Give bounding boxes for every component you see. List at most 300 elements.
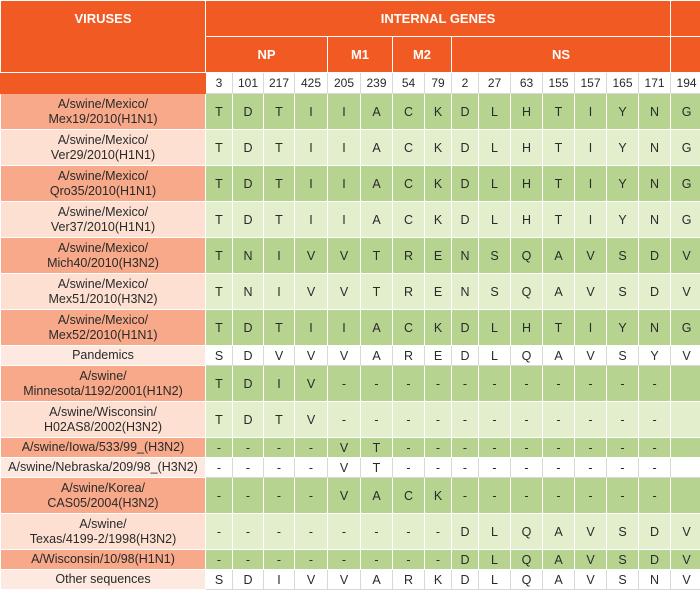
virus-name-line: Mex52/2010(H1N1)	[48, 327, 158, 342]
residue-cell: V	[671, 570, 700, 590]
residue-cell: -	[425, 458, 452, 478]
residue-cell: I	[295, 94, 328, 130]
residue-cell: T	[264, 130, 295, 166]
residue-cell: I	[575, 202, 607, 238]
virus-name-line: A/swine/Mexico/	[57, 240, 149, 255]
residue-cell: S	[607, 238, 639, 274]
residue-cell: -	[295, 514, 328, 550]
residue-cell: D	[639, 274, 671, 310]
residue-cell: L	[479, 346, 511, 366]
virus-name-line: A/swine/Mexico/	[57, 132, 149, 147]
virus-name	[1, 438, 206, 458]
residue-cell: -	[206, 478, 233, 514]
residue-cell: -	[607, 458, 639, 478]
residue-cell: -	[295, 438, 328, 458]
residue-cell: -	[361, 514, 393, 550]
residue-cell: A	[361, 202, 393, 238]
residue-cell: Y	[607, 94, 639, 130]
table-row	[1, 166, 700, 202]
residue-cell: N	[452, 238, 479, 274]
residue-cell: D	[452, 310, 479, 346]
residue-cell: -	[543, 478, 575, 514]
residue-cell: V	[575, 550, 607, 570]
virus-name-line: Qro35/2010(H1N1)	[49, 183, 157, 198]
residue-cell: Y	[607, 130, 639, 166]
residue-cell: A	[543, 514, 575, 550]
virus-name	[1, 202, 206, 238]
residue-cell: Q	[511, 514, 543, 550]
residue-cell: T	[206, 238, 233, 274]
position-label: 2	[452, 73, 479, 94]
residue-cell: R	[393, 570, 425, 590]
virus-name-line: A/swine/Wisconsin/	[49, 404, 157, 419]
virus-name-line: A/swine/Mexico/	[57, 204, 149, 219]
residue-cell: K	[425, 130, 452, 166]
residue-cell: V	[328, 570, 361, 590]
residue-cell: D	[233, 366, 264, 402]
residue-cell	[671, 458, 700, 478]
residue-cell: Y	[607, 202, 639, 238]
residue-cell: V	[328, 458, 361, 478]
residue-cell: N	[639, 130, 671, 166]
residue-cell: -	[295, 478, 328, 514]
residue-cell: I	[575, 310, 607, 346]
residue-cell: V	[671, 514, 700, 550]
position-label: 79	[425, 73, 452, 94]
residue-cell: I	[295, 130, 328, 166]
residue-cell: -	[639, 458, 671, 478]
residue-cell: C	[393, 130, 425, 166]
residue-cell: I	[328, 202, 361, 238]
residue-cell: T	[543, 202, 575, 238]
residue-cell: N	[639, 94, 671, 130]
virus-name-line: A/swine/Mexico/	[57, 312, 149, 327]
residue-cell: -	[452, 402, 479, 438]
residue-cell: Q	[511, 238, 543, 274]
residue-cell: A	[361, 130, 393, 166]
virus-name-line: Mich40/2010(H3N2)	[47, 255, 159, 270]
gene-header-spacer	[671, 37, 700, 73]
residue-cell: S	[206, 346, 233, 366]
residue-cell: S	[607, 346, 639, 366]
residue-cell: L	[479, 570, 511, 590]
residue-cell: I	[264, 570, 295, 590]
residue-cell: I	[328, 166, 361, 202]
residue-cell: V	[295, 238, 328, 274]
table-row	[1, 238, 700, 274]
residue-cell: D	[233, 310, 264, 346]
position-label: 27	[479, 73, 511, 94]
table-row	[1, 130, 700, 166]
residue-cell: I	[328, 310, 361, 346]
virus-name	[1, 514, 206, 550]
position-label: 425	[295, 73, 328, 94]
residue-cell: I	[264, 366, 295, 402]
residue-cell: H	[511, 202, 543, 238]
residue-cell: H	[511, 310, 543, 346]
residue-cell: I	[575, 166, 607, 202]
residue-cell: -	[479, 458, 511, 478]
residue-cell: R	[393, 274, 425, 310]
virus-name-line: Texas/4199-2/1998(H3N2)	[29, 531, 177, 546]
residue-cell: -	[393, 550, 425, 570]
position-label: 157	[575, 73, 607, 94]
position-label: 194	[671, 73, 700, 94]
residue-cell: -	[264, 458, 295, 478]
residue-cell: A	[361, 166, 393, 202]
position-corner	[1, 73, 206, 94]
residue-cell: V	[575, 346, 607, 366]
position-label: 63	[511, 73, 543, 94]
residue-cell: D	[452, 346, 479, 366]
residue-cell: S	[479, 274, 511, 310]
position-label: 101	[233, 73, 264, 94]
residue-cell: T	[264, 202, 295, 238]
residue-cell: S	[206, 570, 233, 590]
residue-cell: S	[607, 570, 639, 590]
residue-cell: -	[479, 366, 511, 402]
residue-cell: -	[233, 550, 264, 570]
residue-cell: I	[328, 130, 361, 166]
residue-cell: D	[639, 238, 671, 274]
residue-cell: T	[361, 438, 393, 458]
residue-cell: D	[452, 514, 479, 550]
residue-cell: -	[361, 366, 393, 402]
table-row	[1, 570, 700, 590]
residue-cell: A	[361, 478, 393, 514]
virus-name-line: A/swine/Mexico/	[57, 276, 149, 291]
residue-cell: D	[452, 166, 479, 202]
table-row	[1, 402, 700, 438]
residue-cell: A	[361, 570, 393, 590]
position-label: 217	[264, 73, 295, 94]
residue-cell: A	[361, 310, 393, 346]
residue-cell: -	[479, 478, 511, 514]
table-row	[1, 478, 700, 514]
table-row	[1, 310, 700, 346]
residue-cell: T	[543, 310, 575, 346]
virus-name-line: Mex51/2010(H3N2)	[48, 291, 158, 306]
residue-cell: C	[393, 202, 425, 238]
residue-cell: -	[543, 366, 575, 402]
residue-cell: H	[511, 130, 543, 166]
residue-cell: -	[328, 366, 361, 402]
residue-cell: T	[206, 310, 233, 346]
internal-genes-header: INTERNAL GENES	[206, 1, 671, 37]
residue-cell: K	[425, 478, 452, 514]
table-row	[1, 550, 700, 570]
residue-cell: G	[671, 130, 700, 166]
virus-name-line: CAS05/2004(H3N2)	[47, 495, 159, 510]
residue-cell: -	[328, 514, 361, 550]
residue-cell: E	[425, 238, 452, 274]
virus-name	[1, 478, 206, 514]
table-row	[1, 94, 700, 130]
residue-cell: N	[639, 166, 671, 202]
residue-cell: -	[206, 438, 233, 458]
residue-cell: -	[425, 438, 452, 458]
residue-cell: -	[479, 402, 511, 438]
residue-cell: -	[328, 550, 361, 570]
residue-cell: K	[425, 310, 452, 346]
residue-cell: D	[452, 130, 479, 166]
residue-cell: T	[264, 402, 295, 438]
position-label: 54	[393, 73, 425, 94]
residue-cell: -	[511, 478, 543, 514]
residue-cell: Y	[607, 310, 639, 346]
residue-cell: D	[639, 550, 671, 570]
table-row	[1, 366, 700, 402]
residue-cell: -	[575, 458, 607, 478]
residue-cell: V	[328, 274, 361, 310]
residue-cell: I	[575, 130, 607, 166]
residue-cell: -	[607, 366, 639, 402]
residue-cell: T	[264, 166, 295, 202]
residue-cell: T	[206, 166, 233, 202]
residue-cell: A	[361, 346, 393, 366]
residue-cell: -	[511, 402, 543, 438]
residue-cell: T	[206, 202, 233, 238]
residue-cell: N	[639, 202, 671, 238]
residue-cell: A	[543, 570, 575, 590]
residue-cell: G	[671, 310, 700, 346]
residue-cell	[671, 402, 700, 438]
position-label: 205	[328, 73, 361, 94]
residue-cell: V	[575, 274, 607, 310]
position-label: 155	[543, 73, 575, 94]
residue-cell: T	[361, 274, 393, 310]
residue-cell: A	[361, 94, 393, 130]
residue-cell: S	[479, 238, 511, 274]
residue-cell: V	[671, 346, 700, 366]
residue-cell: Y	[639, 346, 671, 366]
residue-cell: -	[264, 478, 295, 514]
residue-cell: V	[671, 550, 700, 570]
residue-cell: -	[295, 458, 328, 478]
virus-name-line: A/swine/Mexico/	[57, 168, 149, 183]
residue-cell: L	[479, 130, 511, 166]
residue-cell: -	[393, 366, 425, 402]
residue-cell: V	[295, 346, 328, 366]
virus-name-line: H02AS8/2002(H3N2)	[43, 419, 163, 434]
residue-cell	[671, 366, 700, 402]
residue-cell: T	[543, 94, 575, 130]
residue-cell: -	[543, 438, 575, 458]
residue-cell: Q	[511, 570, 543, 590]
residue-cell: -	[295, 550, 328, 570]
residue-cell: V	[295, 274, 328, 310]
residue-cell: N	[639, 310, 671, 346]
residue-cell: -	[639, 366, 671, 402]
residue-cell: S	[607, 274, 639, 310]
position-label: 3	[206, 73, 233, 94]
virus-name-line: A/Wisconsin/10/98(H1N1)	[31, 552, 175, 566]
residue-cell: D	[233, 402, 264, 438]
residue-cell: D	[452, 550, 479, 570]
virus-name-line: A/swine/Mexico/	[57, 96, 149, 111]
residue-cell: N	[233, 238, 264, 274]
virus-name-line: Other sequences	[55, 572, 151, 586]
residue-cell: -	[452, 366, 479, 402]
residue-cell: V	[295, 366, 328, 402]
residue-cell: C	[393, 310, 425, 346]
residue-cell: T	[206, 366, 233, 402]
residue-cell: -	[639, 438, 671, 458]
table-row	[1, 458, 700, 478]
residue-cell: T	[543, 130, 575, 166]
virus-name	[1, 550, 206, 570]
residue-cell: T	[361, 238, 393, 274]
residue-cell: -	[452, 438, 479, 458]
virus-name	[1, 570, 206, 590]
residue-cell: L	[479, 310, 511, 346]
residue-cell: -	[543, 458, 575, 478]
residue-cell: -	[206, 458, 233, 478]
residue-cell: H	[511, 166, 543, 202]
position-label: 239	[361, 73, 393, 94]
viruses-header: VIRUSES	[1, 1, 206, 73]
residue-cell: D	[233, 94, 264, 130]
residue-cell: V	[671, 274, 700, 310]
residue-cell: D	[233, 130, 264, 166]
virus-name-line: A/swine/Korea/	[60, 480, 146, 495]
virus-name-line: Minnesota/1192/2001(H1N2)	[23, 383, 183, 398]
residue-cell: T	[206, 402, 233, 438]
residue-cell	[671, 478, 700, 514]
residue-cell: I	[575, 94, 607, 130]
residue-cell: -	[233, 438, 264, 458]
residue-cell: V	[328, 238, 361, 274]
residue-cell: C	[393, 478, 425, 514]
virus-name-line: Mex19/2010(H1N1)	[48, 111, 158, 126]
residue-cell: D	[233, 202, 264, 238]
residue-cell: T	[264, 310, 295, 346]
residue-cell: N	[233, 274, 264, 310]
residue-cell: K	[425, 94, 452, 130]
residue-cell: T	[361, 458, 393, 478]
residue-cell: -	[575, 402, 607, 438]
residue-cell: V	[295, 402, 328, 438]
residue-cell: C	[393, 166, 425, 202]
residue-cell: L	[479, 514, 511, 550]
residue-cell: -	[233, 478, 264, 514]
residue-cell: G	[671, 202, 700, 238]
residue-cell: -	[361, 550, 393, 570]
gene-header-m1: M1	[328, 37, 393, 73]
virus-name-line: Ver37/2010(H1N1)	[50, 219, 156, 234]
residue-cell: -	[607, 438, 639, 458]
residue-cell: Y	[607, 166, 639, 202]
residue-cell: -	[479, 438, 511, 458]
residue-cell: R	[393, 238, 425, 274]
residue-cell: D	[452, 570, 479, 590]
residue-cell: -	[607, 478, 639, 514]
residue-cell: I	[264, 274, 295, 310]
residue-cell: -	[575, 438, 607, 458]
residue-cell: -	[425, 402, 452, 438]
residue-cell: G	[671, 166, 700, 202]
residue-cell: H	[511, 94, 543, 130]
residue-cell: S	[607, 550, 639, 570]
residue-cell: I	[295, 166, 328, 202]
residue-cell: -	[425, 550, 452, 570]
residue-cell: L	[479, 94, 511, 130]
residue-cell: L	[479, 166, 511, 202]
residue-cell: V	[328, 438, 361, 458]
residue-cell: N	[639, 570, 671, 590]
residue-cell: V	[264, 346, 295, 366]
residue-cell: T	[264, 94, 295, 130]
position-label: 171	[639, 73, 671, 94]
residue-cell: A	[543, 550, 575, 570]
residue-cell: -	[393, 402, 425, 438]
table-row	[1, 514, 700, 550]
position-row	[1, 73, 700, 94]
residue-cell: K	[425, 166, 452, 202]
residue-cell: K	[425, 570, 452, 590]
virus-name	[1, 94, 206, 130]
residue-cell: -	[575, 366, 607, 402]
virus-name	[1, 166, 206, 202]
virus-name	[1, 402, 206, 438]
residue-cell: I	[295, 202, 328, 238]
residue-cell: D	[452, 202, 479, 238]
virus-name-line: Ver29/2010(H1N1)	[50, 147, 156, 162]
table-row	[1, 346, 700, 366]
residue-cell: -	[361, 402, 393, 438]
residue-cell: V	[575, 238, 607, 274]
virus-name	[1, 346, 206, 366]
virus-name	[1, 366, 206, 402]
virus-rows	[1, 94, 700, 590]
header-spacer	[671, 1, 700, 37]
residue-cell: V	[328, 346, 361, 366]
virus-name	[1, 458, 206, 478]
residue-cell: E	[425, 346, 452, 366]
residue-cell: L	[479, 550, 511, 570]
residue-cell	[671, 438, 700, 458]
gene-header-np: NP	[206, 37, 328, 73]
residue-cell: V	[328, 478, 361, 514]
residue-cell: R	[393, 346, 425, 366]
residue-cell: S	[607, 514, 639, 550]
residue-cell: -	[452, 458, 479, 478]
residue-cell: Q	[511, 274, 543, 310]
residue-cell: -	[233, 458, 264, 478]
residue-cell: D	[452, 94, 479, 130]
residue-cell: -	[425, 514, 452, 550]
residue-cell: -	[639, 402, 671, 438]
residue-cell: -	[206, 550, 233, 570]
residue-cell: -	[393, 438, 425, 458]
gene-header-ns: NS	[452, 37, 671, 73]
residue-cell: -	[511, 438, 543, 458]
residue-cell: -	[452, 478, 479, 514]
residue-cell: I	[295, 310, 328, 346]
residue-cell: G	[671, 94, 700, 130]
residue-cell: D	[639, 514, 671, 550]
residue-cell: -	[511, 366, 543, 402]
virus-name	[1, 310, 206, 346]
residue-cell: Q	[511, 550, 543, 570]
residue-cell: I	[264, 238, 295, 274]
residue-cell: A	[543, 274, 575, 310]
table-row	[1, 438, 700, 458]
residue-cell: -	[607, 402, 639, 438]
virus-name-line: A/swine/Iowa/533/99_(H3N2)	[21, 440, 185, 454]
virus-name-line: Pandemics	[72, 348, 134, 362]
residue-cell: -	[639, 478, 671, 514]
